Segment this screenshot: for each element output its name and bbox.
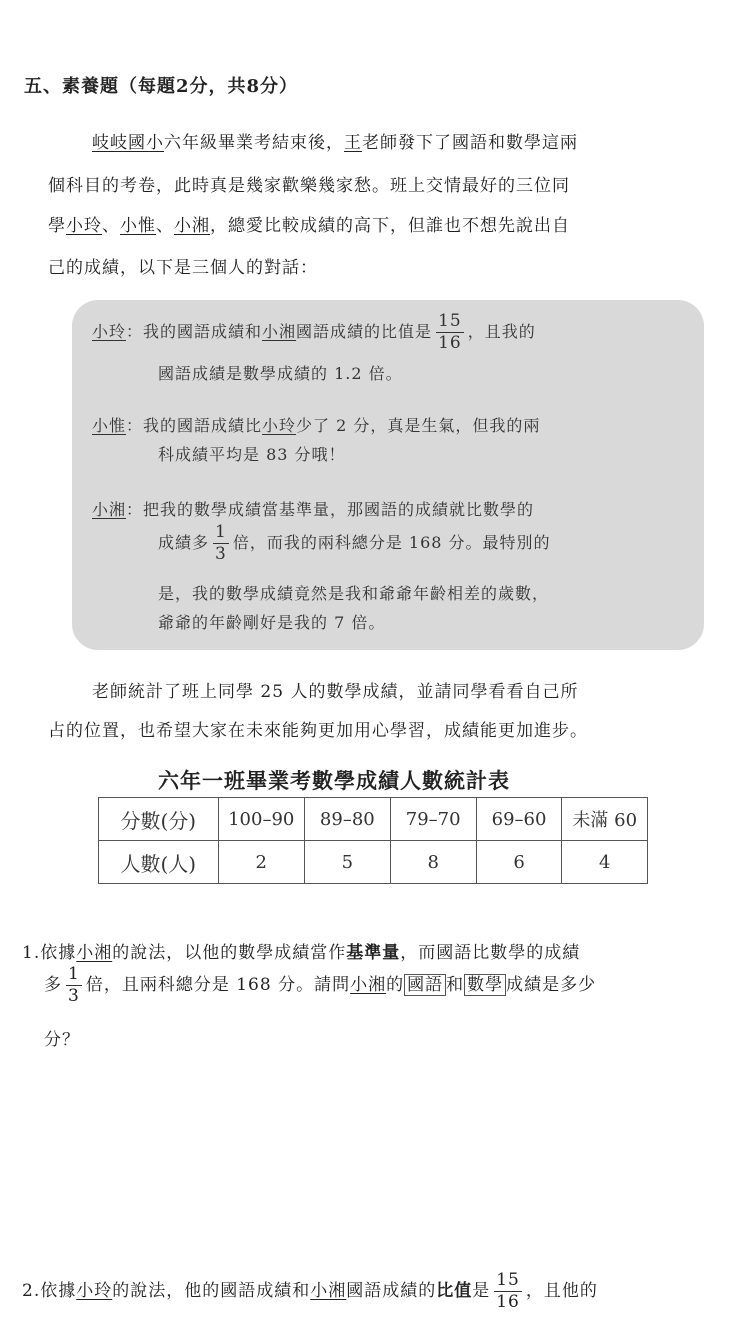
fraction-numerator: 1 [215, 522, 227, 542]
speech-text: ：我的國語成績和 [126, 322, 263, 341]
header-cell: 79–70 [390, 798, 476, 841]
table-header-row [99, 798, 648, 841]
para2-line-1: 老師統計了班上同學 25 人的數學成績，並請同學看看自己所 [92, 682, 579, 702]
speaker-name-wei: 小惟 [92, 416, 127, 435]
fraction-15-16 [494, 1272, 522, 1311]
intro-text: 、 [156, 216, 174, 236]
student-name-xiang: 小湘 [174, 216, 210, 236]
question-text: 的 [386, 975, 405, 995]
intro-line-3 [48, 211, 570, 236]
speaker-name-ling: 小玲 [92, 322, 127, 341]
question-text: 是 [472, 1281, 491, 1301]
intro-line-4: 己的成績，以下是三個人的對話： [48, 258, 318, 278]
question-text: 2.依據 [22, 1281, 77, 1301]
fraction-numerator: 15 [496, 1270, 520, 1290]
student-name-wei: 小惟 [120, 216, 156, 236]
speaker-xiang-line-2 [158, 524, 551, 563]
speech-text: 倍，而我的兩科總分是 168 分。最特別的 [232, 533, 551, 552]
speaker-wei-line-2: 科成績平均是 83 分哦！ [158, 445, 346, 464]
speech-ref-xiang: 小湘 [262, 322, 297, 341]
fraction-numerator: 15 [438, 311, 462, 331]
student-name-ling: 小玲 [66, 216, 102, 236]
speaker-name-xiang: 小湘 [92, 500, 127, 519]
para2-line-2: 占的位置，也希望大家在未來能夠更加用心學習，成績能更加進步。 [48, 721, 588, 741]
speaker-xiang-line-4: 爺爺的年齡剛好是我的 7 倍。 [158, 613, 386, 632]
question-text: 和 [446, 975, 465, 995]
header-cell: 69–60 [476, 798, 562, 841]
question-1-line-2 [44, 966, 596, 1005]
speech-text: 成績多 [158, 533, 210, 552]
q1-boxed-math: 數學 [464, 974, 506, 996]
table-title: 六年一班畢業考數學成績人數統計表 [158, 768, 510, 793]
question-text: 的說法，以他的數學成績當作 [112, 943, 347, 963]
count-cell: 5 [304, 841, 390, 884]
q1-keyword: 基準量 [346, 943, 401, 963]
question-text: 1.依據 [22, 943, 77, 963]
count-cell: 8 [390, 841, 476, 884]
speaker-wei-line-1 [92, 413, 540, 436]
school-name: 岐岐國小 [92, 133, 164, 153]
header-cell: 89–80 [304, 798, 390, 841]
header-cell: 100–90 [218, 798, 304, 841]
speech-text: ，且我的 [467, 322, 536, 341]
fraction-denominator: 16 [496, 1292, 520, 1312]
question-text: 的說法，他的國語成績和 [112, 1281, 311, 1301]
intro-text: 學 [48, 216, 66, 236]
q1-name-xiang-2: 小湘 [350, 975, 387, 995]
count-cell: 2 [218, 841, 304, 884]
fraction-1-3 [213, 524, 229, 563]
speaker-ling-line-1 [92, 313, 536, 352]
q2-name-xiang: 小湘 [310, 1281, 347, 1301]
speech-text: ：我的國語成績比 [126, 416, 263, 435]
speaker-xiang-line-1 [92, 497, 534, 520]
intro-line-2: 個科目的考卷，此時真是幾家歡樂幾家愁。班上交情最好的三位同 [48, 176, 570, 196]
question-text: 國語成績的 [346, 1281, 437, 1301]
table-row [99, 841, 648, 884]
q2-keyword: 比值 [436, 1281, 473, 1301]
speaker-ling-line-2: 國語成績是數學成績的 1.2 倍。 [158, 364, 403, 383]
intro-text: 、 [102, 216, 120, 236]
fraction-15-16 [436, 313, 464, 352]
header-label: 分數(分) [99, 798, 219, 841]
intro-text: 老師發下了國語和數學這兩 [362, 133, 578, 153]
count-cell: 6 [476, 841, 562, 884]
fraction-denominator: 3 [68, 986, 80, 1006]
question-1-line-1 [22, 938, 580, 963]
fraction-1-3 [66, 966, 82, 1005]
teacher-name: 王 [344, 133, 362, 153]
speaker-xiang-line-3: 是，我的數學成績竟然是我和爺爺年齡相差的歲數， [158, 584, 550, 603]
q1-boxed-chinese: 國語 [404, 974, 446, 996]
question-2-line-1 [22, 1272, 598, 1311]
speech-text: 少了 2 分，真是生氣，但我的兩 [296, 416, 541, 435]
row-label: 人數(人) [99, 841, 219, 884]
question-text: ，且他的 [525, 1281, 598, 1301]
question-1-line-3: 分？ [44, 1030, 80, 1050]
intro-text: ，總愛比較成績的高下，但誰也不想先說出自 [210, 216, 570, 236]
q2-name-ling: 小玲 [76, 1281, 113, 1301]
count-cell: 4 [562, 841, 648, 884]
question-text: 成績是多少 [506, 975, 597, 995]
question-text: 多 [44, 975, 62, 995]
speech-text: ：把我的數學成績當基準量，那國語的成績就比數學的 [126, 500, 535, 519]
header-cell: 未滿 60 [562, 798, 648, 841]
speech-ref-ling: 小玲 [262, 416, 297, 435]
question-text: ，而國語比數學的成績 [400, 943, 581, 963]
question-text: 倍，且兩科總分是 168 分。請問 [85, 975, 351, 995]
fraction-numerator: 1 [68, 964, 80, 984]
score-stats-table [98, 797, 648, 884]
intro-text: 六年級畢業考結束後， [164, 133, 344, 153]
speech-text: 國語成績的比值是 [296, 322, 433, 341]
intro-line-1 [92, 128, 578, 153]
q1-name-xiang: 小湘 [76, 943, 113, 963]
section-title: 五、素養題（每題2分，共8分） [24, 76, 299, 97]
fraction-denominator: 3 [215, 544, 227, 564]
fraction-denominator: 16 [438, 333, 462, 353]
